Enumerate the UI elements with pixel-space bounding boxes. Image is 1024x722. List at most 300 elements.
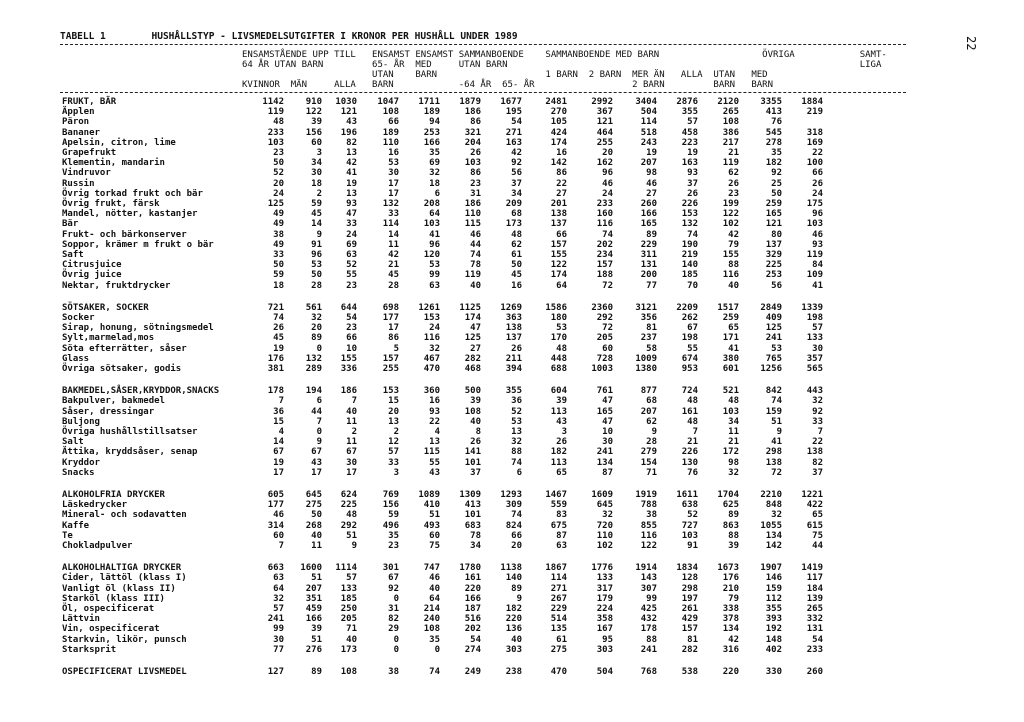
table-cell: 157 [681, 624, 698, 635]
table-cell: 30 [273, 634, 284, 645]
table-cell: 223 [681, 137, 698, 148]
table-cell: 20 [602, 148, 613, 158]
table-cell: 2209 [676, 302, 698, 313]
table-cell: 292 [596, 313, 613, 323]
table-cell: 220 [722, 667, 739, 677]
table-cell: 289 [305, 364, 322, 374]
table-cell: 19 [646, 148, 657, 158]
table-cell: 545 [765, 127, 782, 138]
table-cell: 65 [728, 323, 739, 334]
table-cell: 36 [511, 396, 522, 407]
table-cell: 169 [806, 137, 823, 148]
table-cell: 166 [305, 614, 322, 625]
row-label: Vindruvor [62, 168, 111, 179]
table-cell: 35 [388, 530, 399, 541]
table-cell: 11 [346, 437, 357, 448]
table-cell: 33 [346, 219, 357, 230]
table-cell: 17 [388, 178, 399, 189]
table-cell: 26 [511, 343, 522, 354]
table-cell: 82 [388, 614, 399, 625]
table-cell: 44 [470, 239, 481, 250]
table-cell: 720 [596, 520, 613, 531]
table-cell: 84 [812, 260, 823, 271]
table-cell: 233 [596, 199, 613, 209]
table-cell: 47 [602, 396, 613, 407]
table-cell: 25 [771, 178, 782, 189]
table-cell: 318 [806, 127, 823, 138]
table-cell: 39 [470, 396, 481, 407]
table-cell: 1776 [591, 563, 613, 574]
table-cell: 38 [273, 229, 284, 240]
table-cell: 63 [346, 250, 357, 260]
table-cell: 53 [429, 260, 440, 271]
table-cell: 338 [722, 604, 739, 614]
table-cell: 9 [651, 427, 657, 437]
table-cell: 79 [728, 593, 739, 604]
table-cell: 121 [765, 219, 782, 230]
row-label: Soppor, krämer m frukt o bär [62, 239, 214, 250]
table-cell: 46 [602, 178, 613, 189]
table-cell: 3 [561, 427, 567, 437]
table-cell: 504 [596, 667, 613, 677]
table-cell: 44 [311, 406, 322, 417]
table-cell: 6 [516, 467, 522, 478]
table-cell: 46 [429, 573, 440, 584]
table-cell: 432 [640, 614, 657, 625]
table-cell: 40 [470, 280, 481, 291]
column-header-line-3: UTAN BARN 1 BARN 2 BARN MER ÄN ALLA UTAN MED [242, 70, 768, 80]
row-label: Nektar, fruktdrycker [62, 280, 171, 291]
table-cell: 16 [511, 280, 522, 291]
table-cell: 103 [681, 530, 698, 541]
table-cell: 877 [640, 386, 657, 397]
table-cell: 132 [382, 199, 399, 209]
table-cell: 138 [765, 457, 782, 468]
table-cell: 1879 [459, 97, 481, 107]
table-cell: 62 [646, 416, 657, 427]
table-cell: 48 [687, 396, 698, 407]
table-cell: 1293 [500, 490, 522, 500]
table-cell: 356 [640, 313, 657, 323]
table-cell: 1517 [717, 302, 739, 313]
table-cell: 46 [273, 510, 284, 521]
table-cell: 2 [393, 427, 399, 437]
table-cell: 265 [722, 107, 739, 118]
table-cell: 136 [505, 624, 522, 635]
table-cell: 201 [550, 199, 567, 209]
table-cell: 1309 [459, 490, 481, 500]
table-cell: 187 [464, 604, 481, 614]
table-cell: 538 [681, 667, 698, 677]
table-cell: 74 [687, 229, 698, 240]
table-cell: 202 [464, 624, 481, 635]
table-cell: 321 [464, 127, 481, 138]
table-cell: 33 [812, 416, 823, 427]
table-cell: 86 [388, 333, 399, 344]
table-cell: 38 [646, 510, 657, 521]
table-cell: 119 [806, 250, 823, 260]
table-cell: 146 [765, 573, 782, 584]
table-cell: 78 [470, 260, 481, 271]
table-cell: 7 [316, 416, 322, 427]
table-cell: 154 [640, 457, 657, 468]
table-cell: 233 [267, 127, 284, 138]
table-cell: 48 [687, 416, 698, 427]
row-label: FRUKT, BÄR [62, 97, 117, 107]
table-cell: 645 [596, 500, 613, 511]
table-cell: 51 [311, 634, 322, 645]
table-cell: 69 [346, 239, 357, 250]
table-cell: 8 [475, 427, 481, 437]
table-cell: 229 [640, 239, 657, 250]
table-cell: 561 [305, 302, 322, 313]
table-cell: 19 [346, 178, 357, 189]
table-cell: 2992 [591, 97, 613, 107]
table-cell: 378 [722, 614, 739, 625]
table-cell: 1609 [591, 490, 613, 500]
table-cell: 160 [596, 209, 613, 220]
table-cell: 3404 [635, 97, 657, 107]
table-cell: 260 [806, 667, 823, 677]
table-cell: 133 [806, 333, 823, 344]
table-cell: 81 [646, 323, 657, 334]
table-cell: 55 [346, 270, 357, 281]
table-cell: 2120 [717, 97, 739, 107]
table-cell: 58 [646, 343, 657, 354]
table-cell: 137 [550, 219, 567, 230]
table-cell: 262 [681, 313, 698, 323]
table-cell: 92 [511, 158, 522, 169]
row-label: Starkvin, likör, punsch [62, 634, 187, 645]
row-label: Kaffe [62, 520, 90, 531]
table-cell: 0 [393, 644, 399, 655]
table-cell: 229 [550, 604, 567, 614]
table-cell: 48 [556, 343, 567, 354]
table-cell: 0 [316, 427, 322, 437]
table-cell: 1339 [801, 302, 823, 313]
table-cell: 66 [511, 530, 522, 541]
table-cell: 156 [305, 127, 322, 138]
table-cell: 60 [311, 137, 322, 148]
table-cell: 74 [429, 667, 440, 677]
table-cell: 220 [464, 583, 481, 594]
row-label: Russin [62, 178, 95, 189]
table-cell: 128 [681, 573, 698, 584]
table-cell: 53 [771, 343, 782, 354]
table-cell: 259 [722, 313, 739, 323]
table-cell: 89 [511, 583, 522, 594]
table-cell: 195 [505, 107, 522, 118]
table-cell: 66 [388, 117, 399, 128]
table-cell: 674 [681, 353, 698, 364]
table-cell: 14 [311, 219, 322, 230]
table-cell: 165 [596, 406, 613, 417]
table-cell: 66 [556, 229, 567, 240]
table-cell: 55 [429, 457, 440, 468]
table-cell: 125 [464, 333, 481, 344]
table-cell: 110 [382, 137, 399, 148]
table-cell: 94 [429, 117, 440, 128]
table-cell: 95 [602, 634, 613, 645]
table-cell: 153 [382, 386, 399, 397]
table-cell: 394 [505, 364, 522, 374]
table-cell: 470 [550, 667, 567, 677]
table-cell: 75 [812, 530, 823, 541]
column-header-line-4: KVINNOR MÄN ALLA BARN -64 ÅR 65- ÅR 2 BARN BARN BARN [242, 80, 774, 90]
row-label: Buljong [62, 416, 100, 427]
table-cell: 9 [316, 437, 322, 448]
table-cell: 159 [765, 406, 782, 417]
table-cell: 41 [346, 168, 357, 179]
table-cell: 50 [511, 260, 522, 271]
table-cell: 688 [550, 364, 567, 374]
table-cell: 60 [602, 343, 613, 354]
table-cell: 140 [681, 260, 698, 271]
table-cell: 1704 [717, 490, 739, 500]
table-cell: 279 [640, 447, 657, 458]
table-cell: 57 [687, 117, 698, 128]
table-cell: 1055 [760, 520, 782, 531]
table-cell: 1269 [500, 302, 522, 313]
table-cell: 74 [771, 396, 782, 407]
table-cell: 125 [765, 323, 782, 334]
table-cell: 63 [429, 280, 440, 291]
table-cell: 21 [388, 260, 399, 271]
table-cell: 255 [382, 364, 399, 374]
table-cell: 177 [267, 500, 284, 511]
table-cell: 115 [464, 219, 481, 230]
table-cell: 496 [382, 520, 399, 531]
table-cell: 122 [722, 209, 739, 220]
table-cell: 178 [267, 386, 284, 397]
table-cell: 1467 [545, 490, 567, 500]
table-cell: 761 [596, 386, 613, 397]
table-cell: 270 [550, 107, 567, 118]
table-cell: 13 [388, 416, 399, 427]
table-cell: 45 [511, 270, 522, 281]
table-cell: 261 [681, 604, 698, 614]
table-cell: 155 [340, 353, 357, 364]
table-cell: 1089 [418, 490, 440, 500]
table-cell: 282 [681, 644, 698, 655]
table-cell: 71 [346, 624, 357, 635]
table-cell: 45 [273, 333, 284, 344]
table-cell: 13 [511, 427, 522, 437]
table-cell: 413 [464, 500, 481, 511]
table-cell: 43 [346, 117, 357, 128]
table-cell: 182 [550, 447, 567, 458]
table-cell: 24 [812, 188, 823, 199]
table-cell: 88 [511, 447, 522, 458]
table-cell: 721 [267, 302, 284, 313]
table-cell: 50 [273, 158, 284, 169]
row-label: Päron [62, 117, 90, 128]
table-cell: 74 [470, 250, 481, 260]
table-cell: 61 [511, 250, 522, 260]
table-cell: 52 [687, 510, 698, 521]
table-cell: 769 [382, 490, 399, 500]
table-cell: 521 [722, 386, 739, 397]
table-cell: 18 [429, 178, 440, 189]
table-cell: 157 [382, 353, 399, 364]
table-cell: 52 [273, 168, 284, 179]
table-cell: 74 [511, 510, 522, 521]
table-cell: 32 [812, 396, 823, 407]
table-cell: 316 [722, 644, 739, 655]
table-cell: 2360 [591, 302, 613, 313]
row-label: Kryddor [62, 457, 100, 468]
table-cell: 282 [464, 353, 481, 364]
table-cell: 2849 [760, 302, 782, 313]
row-label: Glass [62, 353, 90, 364]
table-cell: 30 [346, 457, 357, 468]
table-cell: 32 [771, 510, 782, 521]
table-cell: 51 [771, 416, 782, 427]
table-cell: 2 [351, 427, 357, 437]
table-cell: 19 [273, 343, 284, 354]
row-label: Ättika, kryddsåser, senap [62, 447, 198, 458]
table-cell: 953 [681, 364, 698, 374]
table-cell: 63 [273, 573, 284, 584]
table-cell: 214 [423, 604, 440, 614]
table-cell: 31 [388, 604, 399, 614]
table-cell: 768 [640, 667, 657, 677]
table-cell: 59 [311, 199, 322, 209]
row-label: Övrig torkad frukt och bär [62, 188, 203, 199]
table-cell: 57 [346, 573, 357, 584]
table-cell: 19 [687, 148, 698, 158]
table-cell: 99 [646, 593, 657, 604]
table-cell: 65 [812, 510, 823, 521]
table-cell: 3355 [760, 97, 782, 107]
table-cell: 153 [681, 209, 698, 220]
table-cell: 159 [765, 583, 782, 594]
table-cell: 53 [388, 158, 399, 169]
table-cell: 26 [470, 437, 481, 448]
table-cell: 443 [806, 386, 823, 397]
table-cell: 2876 [676, 97, 698, 107]
table-cell: 88 [728, 530, 739, 541]
row-label: BAKMEDEL,SÅSER,KRYDDOR,SNACKS [62, 386, 220, 397]
table-cell: 60 [429, 530, 440, 541]
table-cell: 33 [388, 209, 399, 220]
table-cell: 311 [640, 250, 657, 260]
table-cell: 74 [273, 313, 284, 323]
table-cell: 102 [596, 541, 613, 551]
table-cell: 120 [423, 250, 440, 260]
table-cell: 67 [346, 447, 357, 458]
table-cell: 249 [464, 667, 481, 677]
table-cell: 17 [273, 467, 284, 478]
row-label: Starksprit [62, 644, 117, 655]
table-cell: 241 [640, 644, 657, 655]
table-cell: 259 [765, 199, 782, 209]
table-cell: 37 [470, 467, 481, 478]
table-cell: 116 [596, 219, 613, 230]
table-cell: 93 [687, 168, 698, 179]
table-cell: 42 [346, 158, 357, 169]
table-cell: 89 [311, 333, 322, 344]
table-cell: 78 [470, 530, 481, 541]
table-cell: 66 [812, 168, 823, 179]
table-cell: 22 [812, 148, 823, 158]
table-cell: 32 [273, 593, 284, 604]
row-label: Söta efterrätter, såser [62, 343, 187, 354]
table-cell: 59 [388, 510, 399, 521]
table-cell: 260 [640, 199, 657, 209]
row-label: Mineral- och sodavatten [62, 510, 187, 521]
table-cell: 275 [305, 500, 322, 511]
table-cell: 50 [311, 510, 322, 521]
table-cell: 207 [640, 406, 657, 417]
table-cell: 413 [765, 107, 782, 118]
table-cell: 253 [423, 127, 440, 138]
table-cell: 298 [681, 583, 698, 594]
table-cell: 32 [602, 510, 613, 521]
table-cell: 265 [806, 604, 823, 614]
table-cell: 303 [596, 644, 613, 655]
table-cell: 209 [505, 199, 522, 209]
table-cell: 20 [273, 178, 284, 189]
table-cell: 38 [388, 667, 399, 677]
table-cell: 54 [511, 117, 522, 128]
table-cell: 182 [765, 158, 782, 169]
table-cell: 1867 [545, 563, 567, 574]
table-cell: 1030 [335, 97, 357, 107]
table-cell: 7 [351, 396, 357, 407]
table-cell: 53 [511, 416, 522, 427]
table-cell: 105 [550, 117, 567, 128]
table-cell: 143 [640, 573, 657, 584]
table-cell: 165 [640, 219, 657, 230]
table-cell: 504 [640, 107, 657, 118]
table-cell: 402 [765, 644, 782, 655]
table-cell: 37 [687, 178, 698, 189]
table-cell: 241 [765, 333, 782, 344]
table-cell: 50 [273, 260, 284, 271]
table-cell: 16 [556, 148, 567, 158]
table-cell: 79 [728, 239, 739, 250]
table-cell: 64 [429, 593, 440, 604]
table-cell: 1125 [459, 302, 481, 313]
table-cell: 381 [267, 364, 284, 374]
table-cell: 292 [340, 520, 357, 531]
table-cell: 27 [646, 188, 657, 199]
table-cell: 99 [273, 624, 284, 635]
table-cell: 26 [728, 178, 739, 189]
table-cell: 210 [722, 583, 739, 594]
table-cell: 192 [765, 624, 782, 635]
table-cell: 132 [681, 219, 698, 230]
table-cell: 134 [765, 530, 782, 541]
table-cell: 92 [771, 168, 782, 179]
table-cell: 180 [550, 313, 567, 323]
row-label: Chokladpulver [62, 541, 133, 551]
table-cell: 29 [388, 624, 399, 635]
table-cell: 355 [505, 386, 522, 397]
row-label: SÖTSAKER, SOCKER [62, 302, 149, 313]
table-cell: 7 [817, 427, 823, 437]
row-label: Starköl (klass III) [62, 593, 165, 604]
table-cell: 604 [550, 386, 567, 397]
table-cell: 1914 [635, 563, 657, 574]
column-header-line-1: ENSAMSTÅENDE UPP TILL ENSAMST ENSAMST SAMMANBOENDE SAMMANBOENDE MED BARN ÖVRIGA SAMT- [242, 50, 887, 60]
table-cell: 41 [429, 229, 440, 240]
table-cell: 131 [806, 624, 823, 635]
table-cell: 23 [470, 178, 481, 189]
table-cell: 98 [728, 457, 739, 468]
table-cell: 24 [273, 188, 284, 199]
